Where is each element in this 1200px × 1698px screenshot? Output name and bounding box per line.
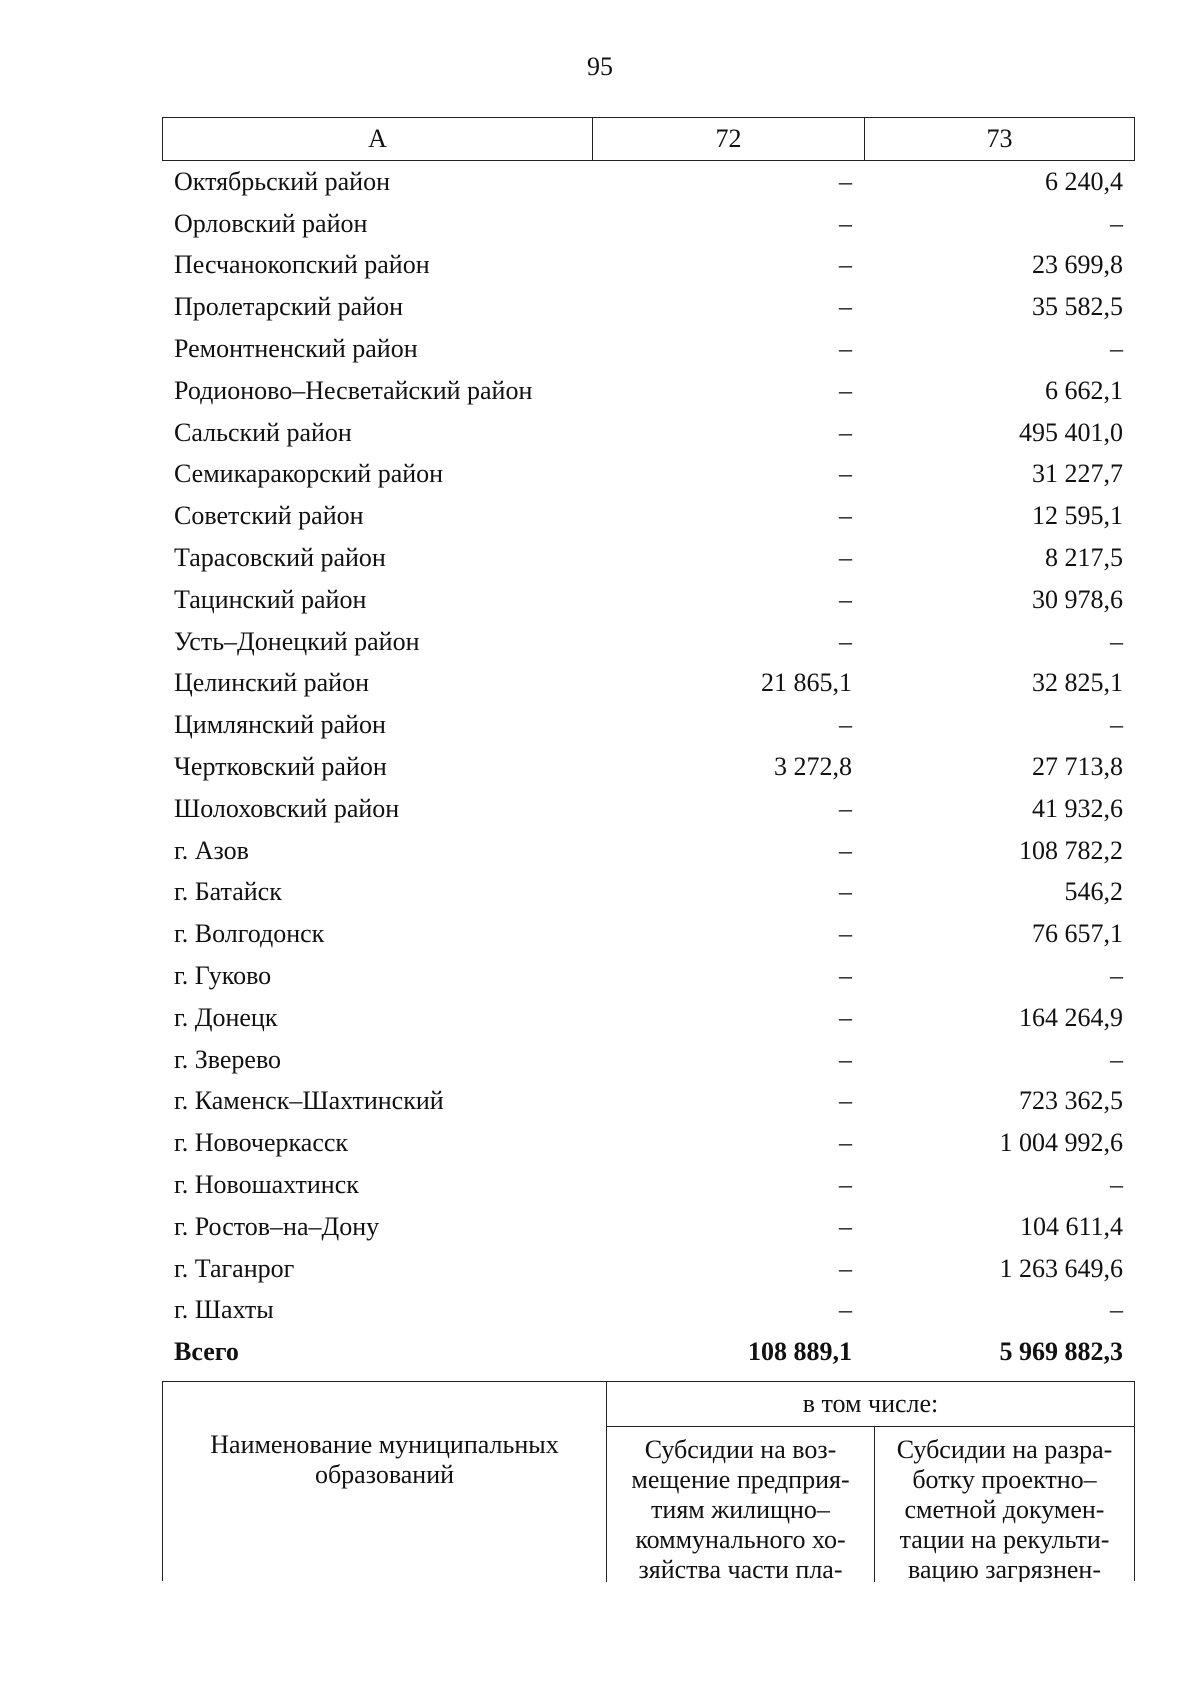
value-col-72: – xyxy=(839,626,852,656)
value-col-73: 5 969 882,3 xyxy=(999,1337,1123,1367)
municipality-name: г. Азов xyxy=(174,835,249,865)
table-row xyxy=(162,663,1135,705)
municipality-name: г. Таганрог xyxy=(174,1253,295,1283)
value-col-73: 12 595,1 xyxy=(1032,501,1123,531)
municipality-name: Сальский район xyxy=(174,417,352,447)
municipality-name: Семикаракорский район xyxy=(174,459,444,489)
municipality-name: Целинский район xyxy=(174,668,369,698)
table-row xyxy=(162,454,1135,496)
subsidy-design-header: Субсидии на разра-ботку проектно–сметной докумен-тации на рекульти-вацию загрязнен- xyxy=(896,1435,1113,1582)
municipality-name: г. Шахты xyxy=(174,1295,274,1325)
municipality-name: г. Волгодонск xyxy=(174,919,325,949)
subsidy-housing-header: Субсидии на воз-мещение предприя-тиям жилищно–коммунального хо-зяйства части пла- xyxy=(607,1427,875,1582)
value-col-72: – xyxy=(839,501,852,531)
municipality-name: г. Новошахтинск xyxy=(174,1170,359,1200)
value-col-73: – xyxy=(1110,710,1123,740)
value-col-72: – xyxy=(839,710,852,740)
value-col-73: – xyxy=(1110,208,1123,238)
value-col-72: – xyxy=(839,543,852,573)
value-col-73: 6 240,4 xyxy=(1045,166,1123,196)
value-col-73: – xyxy=(1110,1044,1123,1074)
municipality-name: Орловский район xyxy=(174,208,368,238)
table-row xyxy=(162,913,1135,955)
value-col-72: – xyxy=(839,459,852,489)
value-col-72: 21 865,1 xyxy=(761,668,852,698)
value-col-73: 104 611,4 xyxy=(1019,1211,1123,1241)
table-row xyxy=(162,704,1135,746)
value-col-73: – xyxy=(1110,1295,1123,1325)
table-row xyxy=(162,955,1135,997)
including-header: в том числе: xyxy=(607,1382,1134,1427)
value-col-72: – xyxy=(839,166,852,196)
municipality-name: Чертковский район xyxy=(174,752,387,782)
value-col-73: 723 362,5 xyxy=(1019,1086,1123,1116)
value-col-73: 6 662,1 xyxy=(1045,375,1123,405)
value-col-73: 23 699,8 xyxy=(1032,250,1123,280)
value-col-73: 35 582,5 xyxy=(1032,292,1123,322)
value-col-73: 30 978,6 xyxy=(1032,584,1123,614)
table-row xyxy=(162,997,1135,1039)
value-col-72: – xyxy=(839,1044,852,1074)
table-row xyxy=(162,830,1135,872)
municipality-name: г. Гуково xyxy=(174,961,272,991)
table-row xyxy=(162,872,1135,914)
value-col-72: 108 889,1 xyxy=(748,1337,852,1367)
table-row xyxy=(162,537,1135,579)
municipality-name: Пролетарский район xyxy=(174,292,404,322)
municipality-name: Тацинский район xyxy=(174,584,367,614)
value-col-72: – xyxy=(839,1253,852,1283)
value-col-73: 76 657,1 xyxy=(1032,919,1123,949)
column-header-72: 72 xyxy=(593,118,865,160)
municipality-name: Тарасовский район xyxy=(174,543,386,573)
value-col-72: – xyxy=(839,961,852,991)
value-col-72: – xyxy=(839,835,852,865)
table-row xyxy=(162,1164,1135,1206)
value-col-73: 32 825,1 xyxy=(1032,668,1123,698)
total-row xyxy=(162,1331,1135,1373)
table-row xyxy=(162,1081,1135,1123)
municipality-name: Октябрьский район xyxy=(174,166,390,196)
value-col-73: 31 227,7 xyxy=(1032,459,1123,489)
table-row xyxy=(162,161,1135,203)
column-header-73: 73 xyxy=(986,124,1013,153)
value-col-73: – xyxy=(1110,1170,1123,1200)
table-row xyxy=(162,203,1135,245)
table-row xyxy=(162,579,1135,621)
municipality-name: Ремонтненский район xyxy=(174,334,418,364)
column-header-a: А xyxy=(163,118,593,160)
value-col-72: – xyxy=(839,584,852,614)
value-col-72: – xyxy=(839,417,852,447)
value-col-73: – xyxy=(1110,626,1123,656)
value-col-73: – xyxy=(1110,961,1123,991)
value-col-73: – xyxy=(1110,334,1123,364)
value-col-72: – xyxy=(839,1086,852,1116)
table-row xyxy=(162,495,1135,537)
value-col-73: 27 713,8 xyxy=(1032,752,1123,782)
municipality-name: г. Донецк xyxy=(174,1002,278,1032)
value-col-73: 1 004 992,6 xyxy=(999,1128,1123,1158)
municipality-name: Песчанокопский район xyxy=(174,250,430,280)
value-col-72: 3 272,8 xyxy=(774,752,852,782)
value-col-73: 8 217,5 xyxy=(1045,543,1123,573)
municipality-name: г. Каменск–Шахтинский xyxy=(174,1086,444,1116)
municipality-name: Советский район xyxy=(174,501,364,531)
municipality-name-header-text: Наименование муниципальных образований xyxy=(210,1430,559,1489)
table-row xyxy=(162,1248,1135,1290)
next-table-header xyxy=(162,1381,1135,1581)
municipality-name: г. Новочеркасск xyxy=(174,1128,349,1158)
value-col-72: – xyxy=(839,877,852,907)
page-number: 95 xyxy=(587,52,613,81)
value-col-72: – xyxy=(839,1170,852,1200)
value-col-72: – xyxy=(839,919,852,949)
value-col-72: – xyxy=(839,208,852,238)
table-row xyxy=(162,1039,1135,1081)
value-col-72: – xyxy=(839,1128,852,1158)
table-row xyxy=(162,788,1135,830)
value-col-72: – xyxy=(839,292,852,322)
value-col-73: 1 263 649,6 xyxy=(999,1253,1123,1283)
value-col-72: – xyxy=(839,1211,852,1241)
municipality-name: Родионово–Несветайский район xyxy=(174,375,533,405)
table-row xyxy=(162,1122,1135,1164)
table-row xyxy=(162,328,1135,370)
table-row xyxy=(162,1290,1135,1332)
municipality-name: Усть–Донецкий район xyxy=(174,626,420,656)
table-row xyxy=(162,1206,1135,1248)
value-col-72: – xyxy=(839,1295,852,1325)
table-row xyxy=(162,286,1135,328)
table-row xyxy=(162,370,1135,412)
table-row xyxy=(162,746,1135,788)
value-col-72: – xyxy=(839,250,852,280)
municipality-name: г. Ростов–на–Дону xyxy=(174,1211,380,1241)
table-row xyxy=(162,412,1135,454)
municipality-name-header xyxy=(163,1382,607,1582)
value-col-72: – xyxy=(839,375,852,405)
municipality-name: Шолоховский район xyxy=(174,793,400,823)
value-col-73: 546,2 xyxy=(1064,877,1123,907)
value-col-73: 108 782,2 xyxy=(1019,835,1123,865)
table-header xyxy=(162,117,1135,161)
table-row xyxy=(162,245,1135,287)
municipality-name: г. Зверево xyxy=(174,1044,282,1074)
municipality-name: Цимлянский район xyxy=(174,710,386,740)
value-col-72: – xyxy=(839,1002,852,1032)
value-col-72: – xyxy=(839,334,852,364)
value-col-73: 495 401,0 xyxy=(1019,417,1123,447)
value-col-73: 164 264,9 xyxy=(1019,1002,1123,1032)
table-row xyxy=(162,621,1135,663)
value-col-73: 41 932,6 xyxy=(1032,793,1123,823)
municipality-name: Всего xyxy=(174,1337,239,1367)
table-body xyxy=(162,161,1135,1373)
value-col-72: – xyxy=(839,793,852,823)
municipality-name: г. Батайск xyxy=(174,877,282,907)
